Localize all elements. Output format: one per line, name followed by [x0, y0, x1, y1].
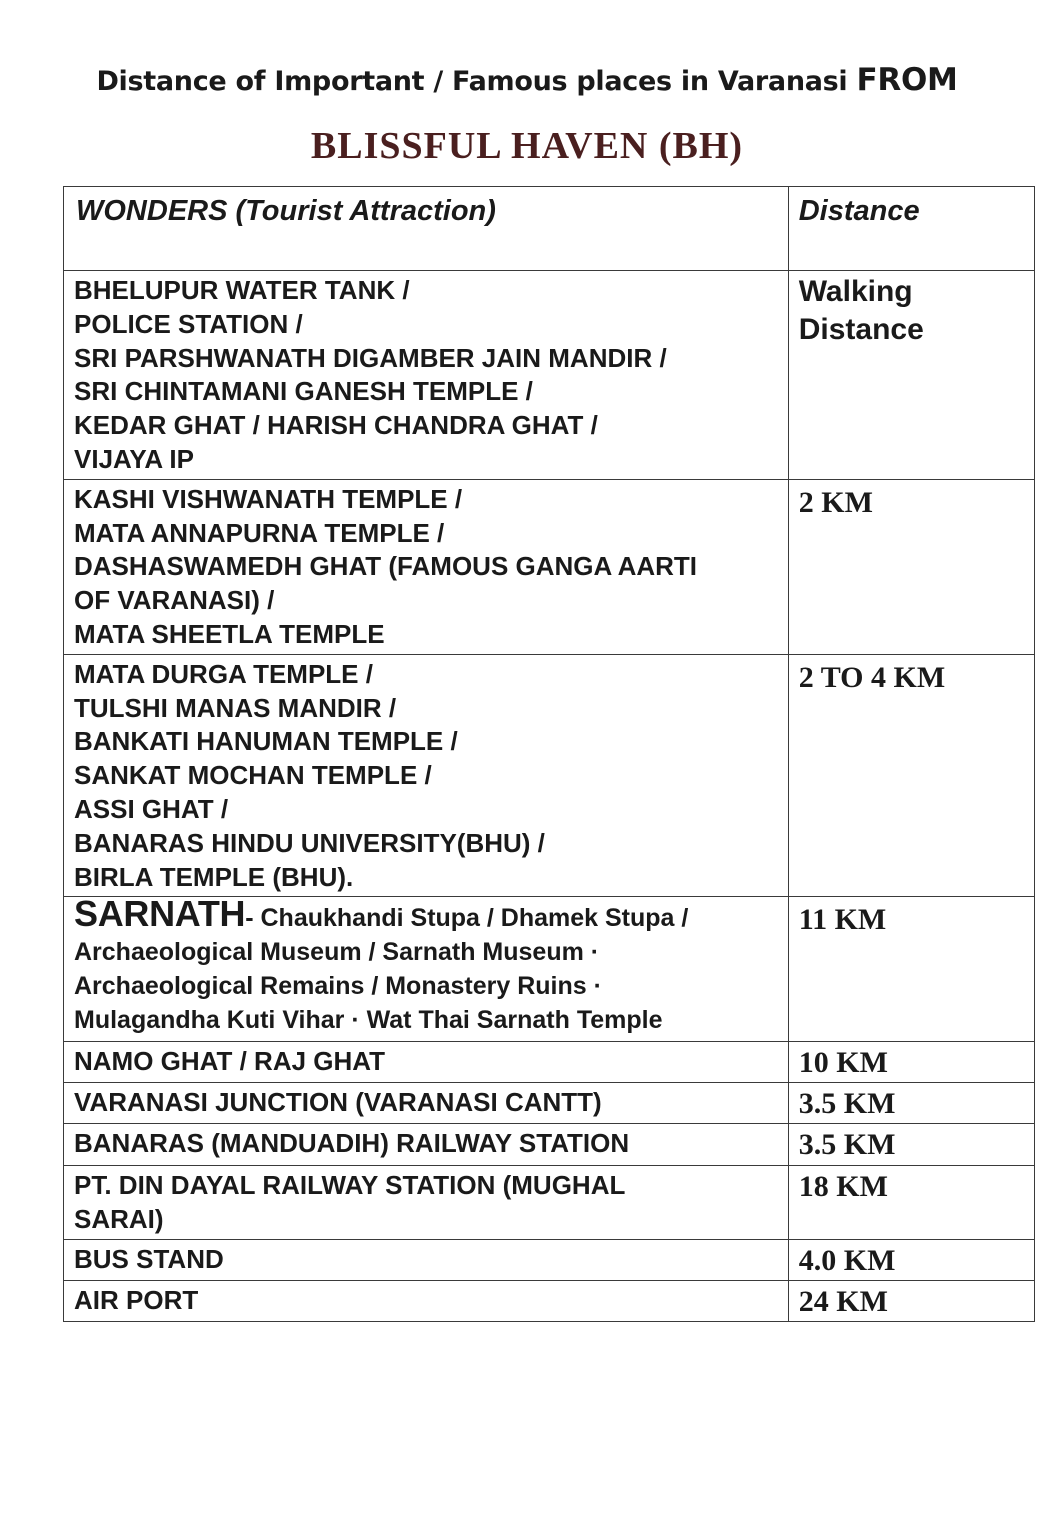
place-line: ASSI GHAT / — [74, 793, 229, 824]
table-row — [64, 479, 1035, 654]
place-cell — [64, 479, 789, 654]
document-title: BLISSFUL HAVEN (BH) — [310, 125, 744, 167]
table-row — [64, 1083, 1035, 1124]
heading-text: Distance of Important / Famous places in Varanasi — [96, 66, 848, 97]
distance-cell: 4.0 KM — [788, 1239, 1034, 1280]
place-cell — [64, 1280, 789, 1321]
place-line: AIR PORT — [74, 1284, 199, 1315]
place-line: Archaeological Remains / Monastery Ruins · — [74, 971, 602, 1000]
table-row — [64, 1239, 1035, 1280]
sarnath-lead-rest: - Chaukhandi Stupa / Dhamek Stupa / — [245, 904, 689, 933]
place-line: BANARAS (MANDUADIH) RAILWAY STATION — [74, 1128, 630, 1159]
place-line: MATA SHEETLA TEMPLE — [74, 618, 385, 649]
place-cell — [64, 271, 789, 480]
distance-cell: 3.5 KM — [788, 1124, 1034, 1166]
place-line: PT. DIN DAYAL RAILWAY STATION (MUGHAL — [74, 1170, 626, 1201]
distance-line: Distance — [798, 313, 924, 346]
place-line: BHELUPUR WATER TANK / — [74, 275, 410, 305]
place-cell — [64, 1239, 789, 1280]
table-header-row — [64, 187, 1035, 271]
table-row — [64, 271, 1035, 480]
place-line: TULSHI MANAS MANDIR / — [74, 692, 397, 723]
sarnath-lead: SARNATH — [74, 893, 246, 935]
distance-cell — [788, 271, 1034, 480]
place-line: NAMO GHAT / RAJ GHAT — [74, 1046, 386, 1077]
distance-cell: 2 KM — [788, 479, 1034, 654]
place-line — [74, 893, 778, 936]
distance-cell: 24 KM — [788, 1280, 1034, 1321]
place-line: POLICE STATION / — [74, 308, 303, 339]
place-line: OF VARANASI) / — [74, 585, 275, 616]
place-cell — [64, 1083, 789, 1124]
table-row — [64, 654, 1035, 897]
distance-cell: 3.5 KM — [788, 1083, 1034, 1124]
place-line: VIJAYA IP — [74, 443, 194, 474]
place-line: SRI PARSHWANATH DIGAMBER JAIN MANDIR / — [74, 342, 667, 373]
place-line: Mulagandha Kuti Vihar · Wat Thai Sarnath Temple — [74, 1005, 663, 1034]
distance-cell: 10 KM — [788, 1042, 1034, 1083]
place-line: BANARAS HINDU UNIVERSITY(BHU) / — [74, 827, 545, 858]
table-row — [64, 1280, 1035, 1321]
place-line: SANKAT MOCHAN TEMPLE / — [74, 760, 432, 791]
place-cell — [64, 1166, 789, 1240]
distance-cell: 18 KM — [788, 1166, 1034, 1240]
distance-line: Walking — [798, 275, 913, 308]
place-line: SRI CHINTAMANI GANESH TEMPLE / — [74, 376, 533, 407]
place-cell — [64, 1042, 789, 1083]
place-cell — [64, 654, 789, 897]
table-row — [64, 1042, 1035, 1083]
header-place: WONDERS (Tourist Attraction) — [64, 187, 789, 271]
table-row — [64, 897, 1035, 1042]
place-line: MATA ANNAPURNA TEMPLE / — [74, 517, 445, 548]
place-line: Archaeological Museum / Sarnath Museum · — [74, 938, 600, 967]
distance-table — [63, 186, 1035, 1322]
heading-from: FROM — [856, 62, 958, 98]
distance-cell: 11 KM — [788, 897, 1034, 1042]
place-line: MATA DURGA TEMPLE / — [74, 658, 373, 689]
place-line: VARANASI JUNCTION (VARANASI CANTT) — [74, 1087, 602, 1118]
table-row — [64, 1124, 1035, 1166]
place-line: DASHASWAMEDH GHAT (FAMOUS GANGA AARTI — [74, 551, 698, 582]
place-line: BIRLA TEMPLE (BHU). — [74, 861, 354, 892]
place-line: BUS STAND — [74, 1243, 224, 1274]
place-line: SARAI) — [74, 1204, 164, 1235]
place-line: KEDAR GHAT / HARISH CHANDRA GHAT / — [74, 410, 598, 441]
table-row — [64, 1166, 1035, 1240]
header-distance: Distance — [788, 187, 1034, 271]
place-line: BANKATI HANUMAN TEMPLE / — [74, 726, 458, 757]
document-heading — [0, 62, 1054, 98]
place-line: KASHI VISHWANATH TEMPLE / — [74, 483, 463, 514]
place-cell — [64, 1124, 789, 1166]
place-cell — [64, 893, 789, 1042]
distance-cell: 2 TO 4 KM — [788, 654, 1034, 897]
